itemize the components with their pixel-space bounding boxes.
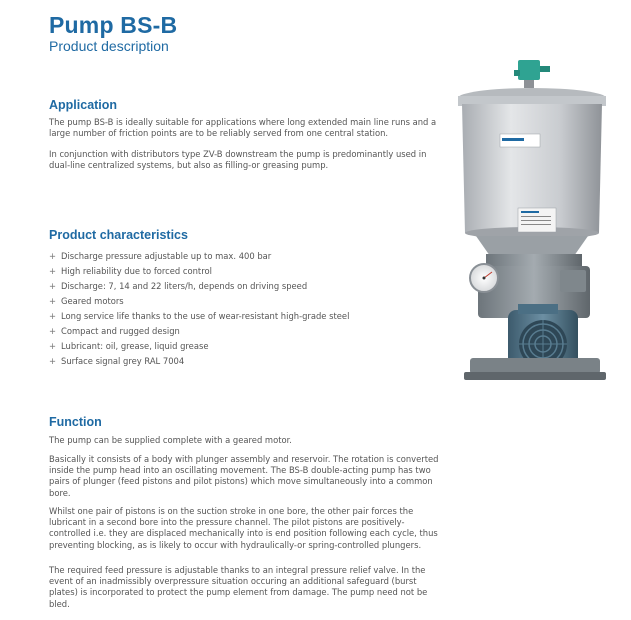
text-line: dual-line centralized systems, but also as filling-or greasing pump.: [49, 160, 329, 171]
plus-icon: +: [49, 356, 57, 366]
list-item: + Compact and rugged design: [49, 324, 349, 339]
characteristics-heading: Product characteristics: [49, 228, 188, 242]
plus-icon: +: [49, 341, 57, 351]
text-line: pairs of plunger (feed pistons and pilot pistons) which move simultaneously into a common: [49, 476, 433, 487]
plus-icon: +: [49, 326, 57, 336]
connector-box: [518, 60, 540, 80]
list-item: + High reliability due to forced control: [49, 264, 349, 279]
list-item: + Discharge pressure adjustable up to max. 400 bar: [49, 249, 349, 264]
text-line: The pump BS-B is ideally suitable for applications where long extended main line runs and a: [49, 117, 437, 127]
pump-photo-icon: [456, 58, 618, 398]
application-heading: Application: [49, 98, 118, 112]
text-line: preventing blocking, as is likely to occur with hydraulically-or spring-controlled plungers.: [49, 539, 422, 550]
text-line: controlled i.e. they are displaced mechanically into is end position following each cycle, thus: [49, 528, 438, 539]
function-paragraph-1: [49, 435, 292, 446]
text-line: Basically it consists of a body with plunger assembly and reservoir. The rotation is converted: [49, 454, 439, 464]
text-line: The pump can be supplied complete with a geared motor.: [49, 435, 292, 445]
list-item: + Geared motors: [49, 294, 349, 309]
text-line: event of an inadmissibly overpressure situation occuring an additional safeguard (burst: [49, 576, 417, 587]
text-line: lubricant in a second bore into the pressure channel. The pilot pistons are positively-: [49, 517, 405, 528]
function-paragraph-2: [49, 454, 438, 499]
plus-icon: +: [49, 296, 57, 306]
application-paragraph-1: [49, 117, 436, 139]
plus-icon: +: [49, 251, 57, 261]
page-title: Pump BS-B: [49, 12, 178, 38]
text-line: The required feed pressure is adjustable thanks to an integral pressure relief valve. In the: [49, 565, 426, 575]
application-paragraph-2: [49, 149, 426, 171]
list-item: + Long service life thanks to the use of wear-resistant high-grade steel: [49, 309, 349, 324]
list-item: + Surface signal grey RAL 7004: [49, 354, 349, 369]
function-paragraph-3: [49, 506, 438, 551]
text-line: bled.: [49, 598, 70, 609]
plus-icon: +: [49, 281, 57, 291]
page-subtitle: Product description: [49, 38, 169, 54]
text-line: bore.: [49, 487, 71, 498]
text-line: large number of friction points are to be reliably served from one central station.: [49, 128, 389, 139]
plus-icon: +: [49, 311, 57, 321]
text-line: Whilst one pair of pistons is on the suction stroke in one bore, the other pair forces the: [49, 506, 414, 516]
function-paragraph-4: [49, 565, 427, 610]
list-item: + Discharge: 7, 14 and 22 liters/h, depends on driving speed: [49, 279, 349, 294]
text-line: inside the pump head into an oscillating movement. The BS-B double-acting pump has two: [49, 465, 431, 476]
characteristics-list: [49, 249, 349, 369]
function-heading: Function: [49, 415, 102, 429]
plus-icon: +: [49, 266, 57, 276]
list-item: + Lubricant: oil, grease, liquid grease: [49, 339, 349, 354]
text-line: plates) is incorporated to protect the pump element from damage. The pump need not be: [49, 587, 428, 598]
text-line: In conjunction with distributors type ZV-B downstream the pump is predominantly used in: [49, 149, 427, 159]
